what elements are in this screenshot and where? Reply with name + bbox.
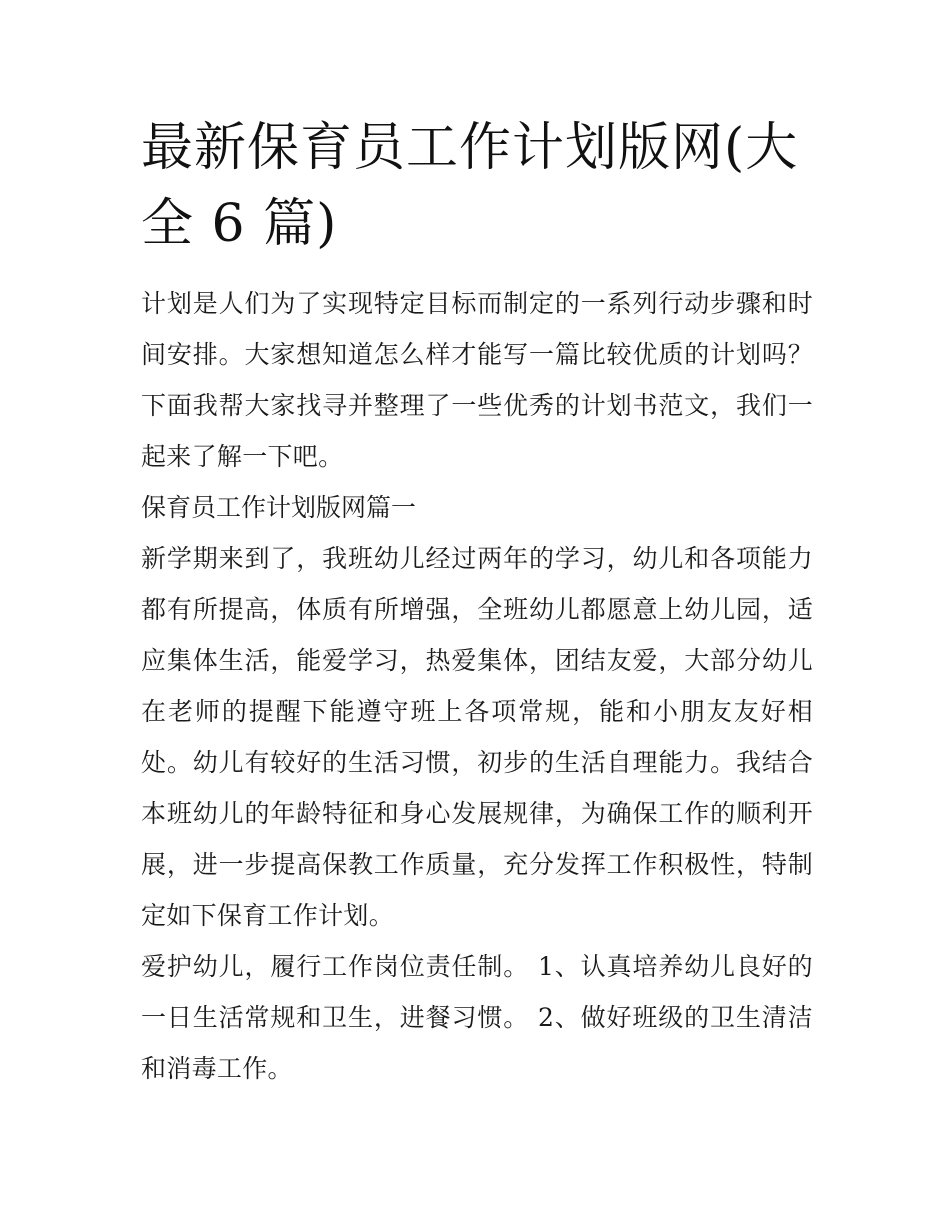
- body-paragraph-2: 爱护幼儿，履行工作岗位责任制。 1、认真培养幼儿良好的一日生活常规和卫生，进餐习惯。 2、做好班级的卫生清洁和消毒工作。: [141, 952, 813, 1083]
- body-paragraph-1: 新学期来到了，我班幼儿经过两年的学习，幼儿和各项能力都有所提高，体质有所增强，全班幼儿都愿意上幼儿园，适应集体生活，能爱学习，热爱集体，团结友爱，大部分幼儿在老师的提醒下能遵守班上各项常规，能和小朋友友好相处。幼儿有较好的生活习惯，初步的生活自理能力。我结合本班幼儿的年龄特征和身心发展规律，为确保工作的顺利开展，进一步提高保教工作质量，充分发挥工作积极性，特制定如下保育工作计划。: [141, 544, 813, 930]
- section-heading: 保育员工作计划版网篇一: [141, 493, 417, 522]
- document-page: [141, 110, 813, 1094]
- document-title: 最新保育员工作计划版网(大全 6 篇): [141, 118, 799, 254]
- intro-paragraph: 计划是人们为了实现特定目标而制定的一系列行动步骤和时间安排。大家想知道怎么样才能写一篇比较优质的计划吗？下面我帮大家找寻并整理了一些优秀的计划书范文，我们一起来了解一下吧。: [141, 289, 813, 471]
